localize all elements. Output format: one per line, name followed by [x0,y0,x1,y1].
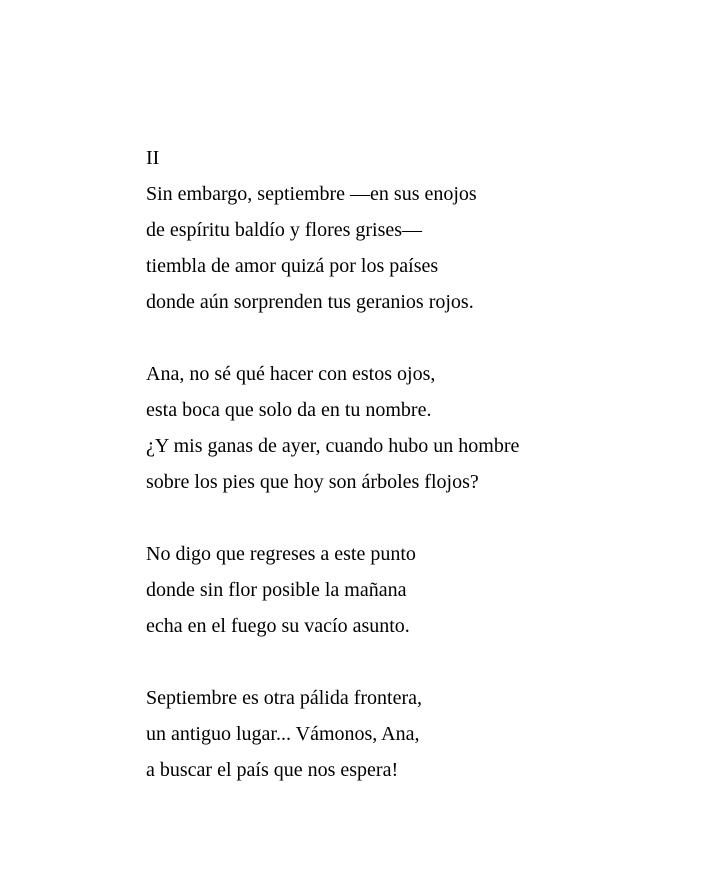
poem-line: Ana, no sé qué hacer con estos ojos, [146,363,436,385]
poem-line: un antiguo lugar... Vámonos, Ana, [146,723,420,745]
stanza-4 [146,680,686,788]
poem-line: a buscar el país que nos espera! [146,759,399,781]
poem-line: No digo que regreses a este punto [146,543,416,565]
poem-line: Septiembre es otra pálida frontera, [146,687,422,709]
poem-line: donde sin flor posible la mañana [146,579,407,601]
section-number: II [146,147,160,169]
poem-line: tiembla de amor quizá por los países [146,255,439,277]
poem-line: de espíritu baldío y flores grises— [146,219,423,241]
stanza-1 [146,176,686,320]
poem-line: sobre los pies que hoy son árboles flojos? [146,471,479,493]
poem-line: esta boca que solo da en tu nombre. [146,399,432,421]
stanza-gap [146,320,686,356]
stanza-2 [146,356,686,500]
poem-line: donde aún sorprenden tus geranios rojos. [146,291,474,313]
poem-line: Sin embargo, septiembre —en sus enojos [146,183,477,205]
stanza-3 [146,536,686,644]
poem-line: echa en el fuego su vacío asunto. [146,615,410,637]
poem-line: ¿Y mis ganas de ayer, cuando hubo un hombre [146,435,520,457]
stanza-gap [146,644,686,680]
stanza-gap [146,500,686,536]
poem [146,140,686,788]
